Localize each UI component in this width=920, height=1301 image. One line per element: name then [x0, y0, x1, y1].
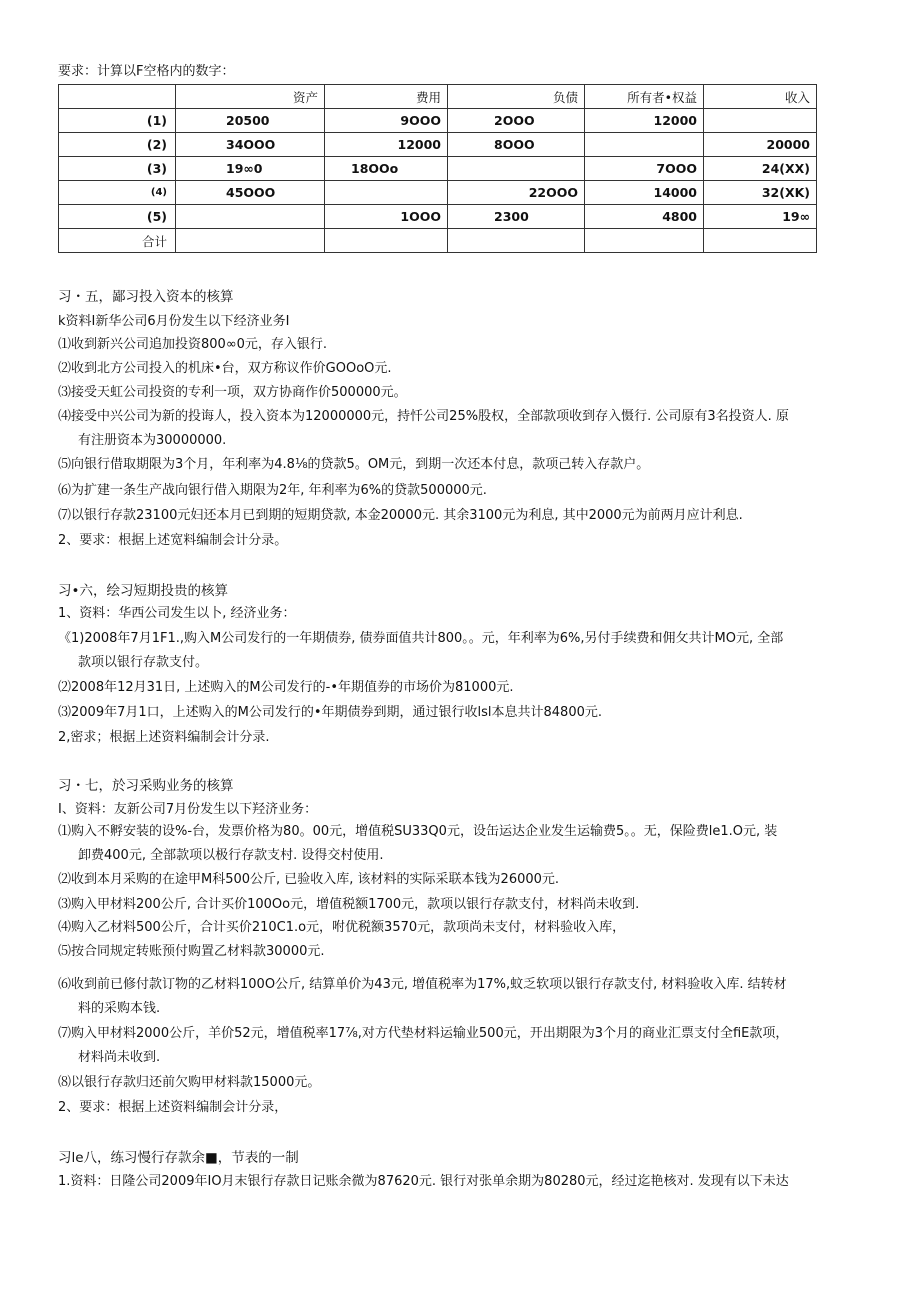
- text-line: 2、要求：根据上述资料编制会计分录，: [58, 1100, 288, 1115]
- table-cell: [585, 229, 704, 253]
- text-line: ⑶接受天虹公司投资的专利一项，双方协商作价500000元。: [58, 385, 407, 400]
- table-cell: [448, 157, 585, 181]
- text-line: ⑺以银行存款23100元妇还本月已到期的短期贷款, 本金20000元. 其余3100元为利息, 其中2000元为前两月应计利息.: [58, 508, 743, 523]
- text-line: 《1)2008年7月1F1.,购入M公司发行的一年期债券, 债券面值共计800。。元，年利率为6%,另付手续费和佣攵共计MO元, 全部: [58, 631, 784, 646]
- table-header-cell: [59, 85, 176, 109]
- text-line: 2、要求：根据上述宽料编制会计分录。: [58, 533, 288, 548]
- text-line: 1.资料：日隆公司2009年IO月末银行存款日记账余微为87620元. 银行对张单余期为80280元，经过迄艳核对. 发现有以下未达: [58, 1174, 789, 1189]
- table-cell: [325, 181, 448, 205]
- table-header-row: [59, 85, 817, 109]
- text-line: ⑵收到北方公司投入的机床•台，双方称议作价GOOoO元.: [58, 361, 392, 376]
- table-header-cell: 费用: [325, 85, 448, 109]
- table-row: [59, 229, 817, 253]
- table-cell: (5): [59, 205, 176, 229]
- table-cell: 4800: [585, 205, 704, 229]
- text-line: ⑶购入甲材料200公斤, 合计买价100Oo元，增值税额1700元，款项以银行存款支付，材料尚未收到.: [58, 897, 640, 912]
- table-cell: (1): [59, 109, 176, 133]
- text-line: ⑸向银行借取期限为3个月，年利率为4.8⅛的贷款5。OM元，到期一次还本付息，款项己转入存款户。: [58, 457, 650, 472]
- text-line: ⑻以银行存款归还前欠购甲材料款15000元。: [58, 1075, 321, 1090]
- table-cell: [176, 229, 325, 253]
- table-cell: 合计: [59, 229, 176, 253]
- intro-text: 要求：计算以F空格内的数字：: [58, 64, 235, 79]
- table-cell: 24(XX): [704, 157, 817, 181]
- table-cell: 2300: [448, 205, 585, 229]
- table-cell: 20500: [176, 109, 325, 133]
- text-line: ⑹为扩建一条生产战向银行借入期限为2年, 年利率为6%的贷款500000元.: [58, 483, 487, 498]
- table-cell: 18OOo: [325, 157, 448, 181]
- text-line: ⑸按合同规定转账预付购置乙材料款30000元.: [58, 944, 325, 959]
- table-cell: [704, 229, 817, 253]
- table-row: [59, 181, 817, 205]
- text-line: ⑴购入不孵安装的设%-台，发票价格为80。00元，增值税SU33Q0元，设缶运达企业发生运输费5。。无，保险费le1.O元, 装: [58, 824, 778, 839]
- text-line: 料的采购本钱.: [78, 1001, 161, 1016]
- table-cell: (3): [59, 157, 176, 181]
- section-title: 习le八，练习慢行存款余■，节表的一制: [58, 1150, 299, 1166]
- section-title: 习・七，於习采购业务的核算: [58, 778, 234, 794]
- table-cell: 1OOO: [325, 205, 448, 229]
- text-line: 2,密求；根据上述资料编制会计分录.: [58, 730, 270, 745]
- table-cell: [704, 109, 817, 133]
- section-title: 习•六，绘习短期投贵的核算: [58, 583, 228, 599]
- table-cell: 34OOO: [176, 133, 325, 157]
- table-cell: 9OOO: [325, 109, 448, 133]
- table-cell: 45OOO: [176, 181, 325, 205]
- table-cell: 20000: [704, 133, 817, 157]
- text-line: ⑹收到前已修付款订物的乙材料100O公斤, 结算单价为43元, 增值税率为17%,蚊乏软项以银行存款支付, 材料验收入库. 结转材: [58, 977, 787, 992]
- table-cell: 7OOO: [585, 157, 704, 181]
- text-line: 1、资料：华西公司发生以卜, 经济业务：: [58, 606, 296, 621]
- table-cell: 22OOO: [448, 181, 585, 205]
- table-cell: (4): [59, 181, 176, 205]
- text-line: ⑵收到本月采购的在途甲M科500公斤, 已验收入库, 该材料的实际采联本钱为26000元.: [58, 872, 560, 887]
- text-line: ⑶2009年7月1口，上述购入的M公司发行的•年期债券到期，通过银行收lsl本息共计84800元.: [58, 705, 602, 720]
- table-header-cell: 收入: [704, 85, 817, 109]
- table-cell: 14000: [585, 181, 704, 205]
- table-header-cell: 资产: [176, 85, 325, 109]
- table-header-cell: 所有者•权益: [585, 85, 704, 109]
- table-header-cell: 负债: [448, 85, 585, 109]
- text-line: 卸费400元, 全部款项以极行存款支村. 设得交村使用.: [78, 848, 384, 863]
- table-cell: (2): [59, 133, 176, 157]
- text-line: ⑷接受中兴公司为新的投诲人，投入资本为12000000元，持忏公司25%股权，全部款项收到存入慑行. 公司原有3名投资人. 原: [58, 409, 789, 424]
- table-cell: [325, 229, 448, 253]
- section-title: 习・五，鄙习投入资本的核算: [58, 289, 234, 305]
- table-cell: 2OOO: [448, 109, 585, 133]
- table-cell: 19∞: [704, 205, 817, 229]
- text-line: ⑵2008年12月31日, 上述购入的M公司发行的-•年期值券的市场价为81000元.: [58, 680, 514, 695]
- table-cell: [176, 205, 325, 229]
- table-cell: 8OOO: [448, 133, 585, 157]
- text-line: 有注册资本为30000000.: [78, 433, 227, 448]
- table-row: [59, 157, 817, 181]
- text-line: 材料尚未收到.: [78, 1050, 161, 1065]
- text-line: ⑴收到新兴公司追加投资800∞0元，存入银行.: [58, 337, 328, 352]
- table-row: [59, 205, 817, 229]
- table-cell: [448, 229, 585, 253]
- text-line: ⑺购入甲材料2000公斤，羊价52元，增值税率17⅞,对方代垫材料运输业500元，开出期限为3个月的商业汇票支付全fiE款项，: [58, 1026, 789, 1041]
- text-line: I、资料：友新公司7月份发生以下羟济业务：: [58, 802, 318, 817]
- table-cell: 19∞0: [176, 157, 325, 181]
- table-row: [59, 109, 817, 133]
- text-line: ⑷购入乙材料500公斤，合计买价210C1.o元，咐优税额3570元，款项尚未支付，材料验收入库，: [58, 920, 626, 935]
- table-cell: 12000: [325, 133, 448, 157]
- table-cell: 32(XK): [704, 181, 817, 205]
- data-table: [58, 84, 817, 253]
- table-cell: 12000: [585, 109, 704, 133]
- text-line: 款项以银行存款支付。: [78, 655, 209, 670]
- text-line: k资料I新华公司6月份发生以下经济业务I: [58, 314, 290, 329]
- table-cell: [585, 133, 704, 157]
- table-row: [59, 133, 817, 157]
